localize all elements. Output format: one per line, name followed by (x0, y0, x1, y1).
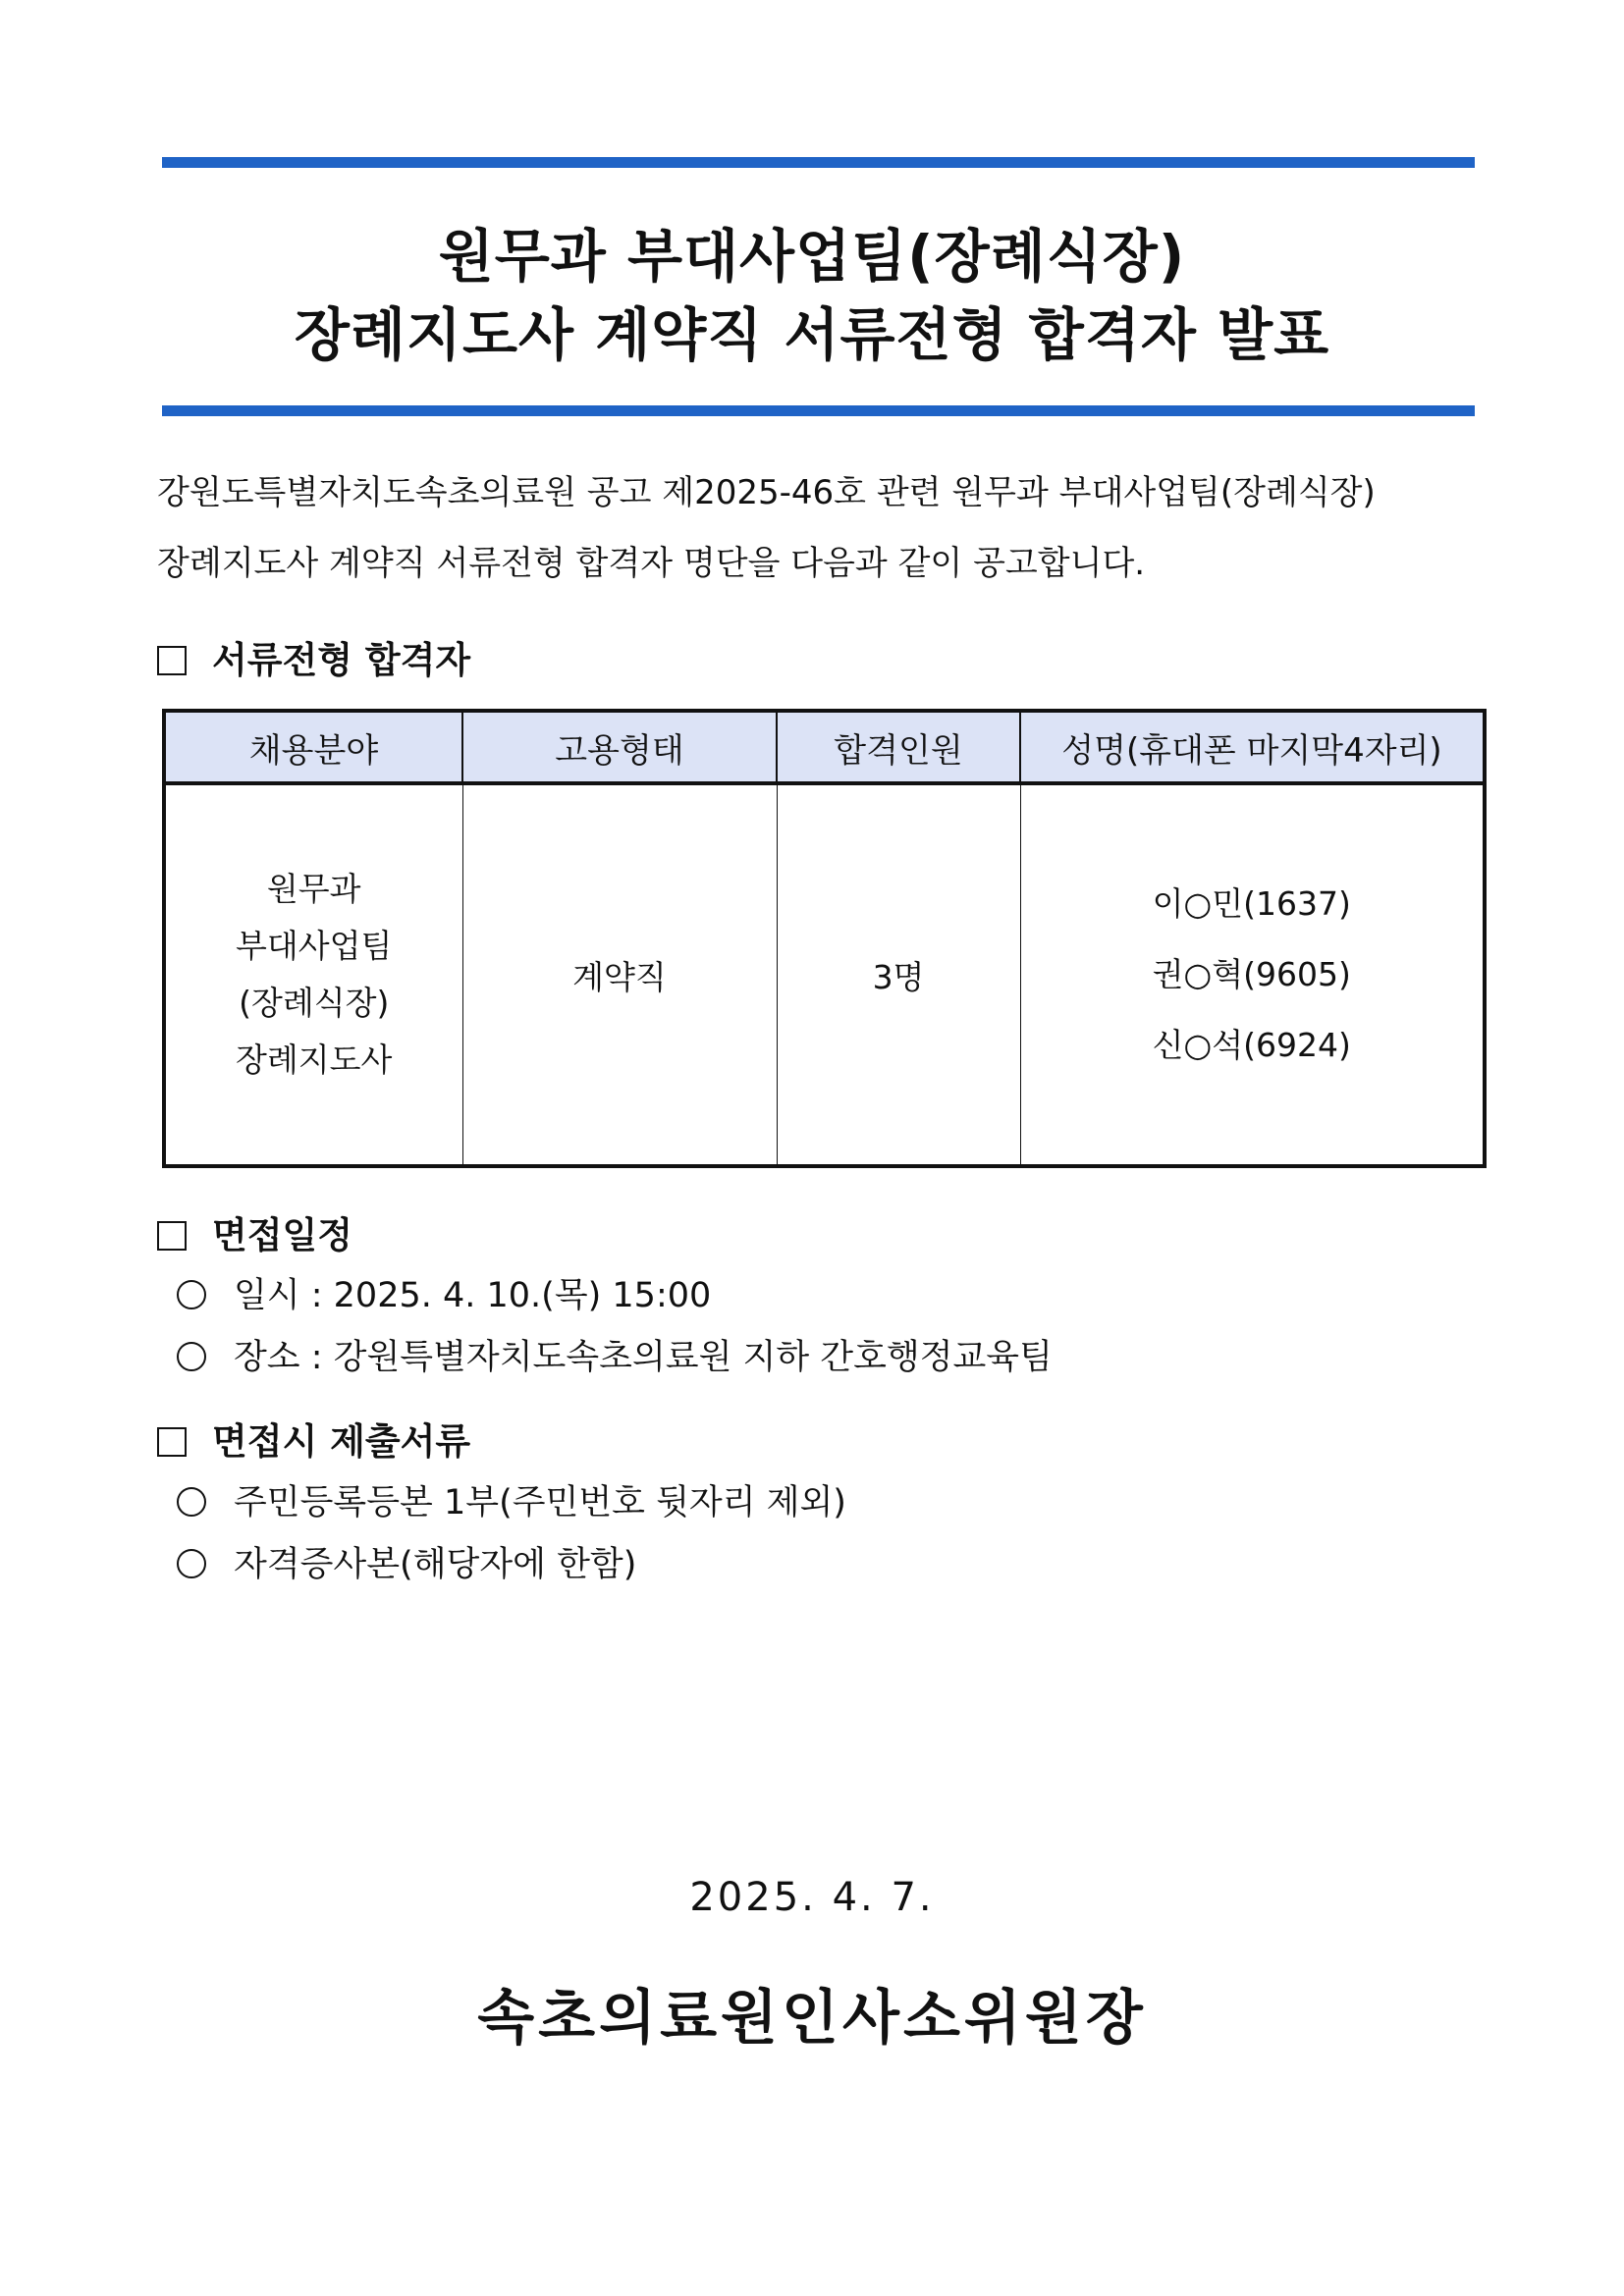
page-title-line2: 장례지도사 계약직 서류전형 합격자 발표 (294, 301, 1330, 368)
issuer-name: 속초의료원인사소위원장 (477, 1984, 1147, 2053)
cell-headcount: 3명 (777, 783, 1020, 1166)
header-employment-type: 고용형태 (462, 711, 777, 783)
section-results-label: 서류전형 합격자 (212, 639, 471, 681)
interview-item-location (177, 1330, 1053, 1379)
field-line: 원무과 (266, 870, 361, 908)
section-documents-heading (157, 1412, 470, 1465)
section-documents-label: 면접시 제출서류 (212, 1420, 471, 1463)
header-headcount: 합격인원 (777, 711, 1020, 783)
documents-item-certificate (177, 1537, 636, 1586)
top-rule (162, 157, 1475, 168)
cell-employment-type: 계약직 (462, 783, 777, 1166)
candidate-name: 신○석(6924) (1152, 1026, 1351, 1064)
documents-item-text: 자격증사본(해당자에 한함) (234, 1545, 637, 1584)
header-names: 성명(휴대폰 마지막4자리) (1020, 711, 1485, 783)
candidate-name: 이○민(1637) (1152, 884, 1351, 923)
table-row (164, 783, 1485, 1166)
results-table (162, 709, 1487, 1168)
field-line: 부대사업팀 (236, 927, 393, 965)
interview-item-datetime (177, 1268, 711, 1317)
field-line: 장례지도사 (236, 1041, 393, 1079)
circle-bullet-icon (177, 1487, 206, 1517)
circle-bullet-icon (177, 1342, 206, 1371)
table-header-row (164, 711, 1485, 783)
section-results-heading (157, 630, 470, 683)
announcement-date: 2025. 4. 7. (689, 1875, 935, 1920)
bottom-rule (162, 405, 1475, 416)
square-bullet-icon (157, 1427, 187, 1457)
candidate-name: 권○혁(9605) (1152, 955, 1351, 993)
intro-line1: 강원도특별자치도속초의료원 공고 제2025-46호 관련 원무과 부대사업팀(장례식장) (157, 473, 1376, 512)
cell-field (164, 783, 462, 1166)
interview-item-text: 일시 : 2025. 4. 10.(목) 15:00 (234, 1276, 712, 1315)
header-field: 채용분야 (164, 711, 462, 783)
section-interview-heading (157, 1205, 352, 1258)
page-title-line1: 원무과 부대사업팀(장례식장) (438, 223, 1186, 290)
section-interview-label: 면접일정 (212, 1214, 352, 1256)
intro-line2: 장례지도사 계약직 서류전형 합격자 명단을 다음과 같이 공고합니다. (157, 544, 1146, 583)
documents-item-resident-register (177, 1475, 846, 1524)
documents-item-text: 주민등록등본 1부(주민번호 뒷자리 제외) (234, 1483, 846, 1522)
interview-item-text: 장소 : 강원특별자치도속초의료원 지하 간호행정교육팀 (234, 1338, 1053, 1377)
square-bullet-icon (157, 646, 187, 675)
circle-bullet-icon (177, 1280, 206, 1309)
square-bullet-icon (157, 1221, 187, 1251)
intro-paragraph (157, 457, 1483, 599)
circle-bullet-icon (177, 1549, 206, 1578)
cell-names (1020, 783, 1485, 1166)
field-line: (장례식장) (239, 984, 390, 1022)
